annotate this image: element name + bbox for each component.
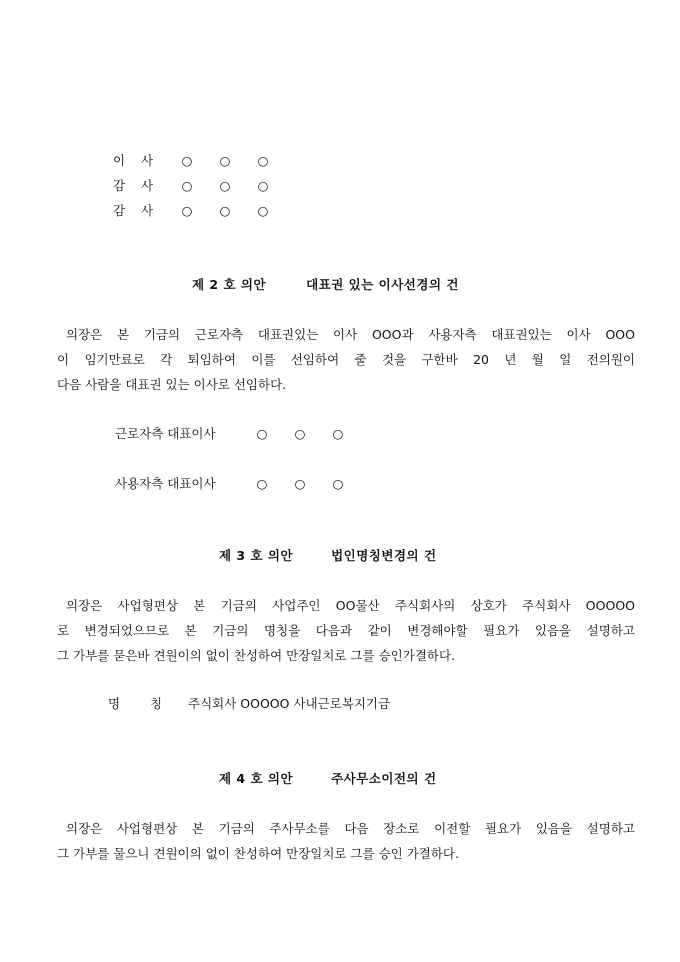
rep-name-char: ○ — [294, 476, 306, 491]
agenda-4-paragraph-line: 그 가부를 물으니 견원이의 없이 찬성하여 만장일치로 그를 승인 가결하다. — [57, 846, 459, 861]
officer-role-char: 사 — [140, 153, 154, 168]
rep-name-char: ○ — [256, 476, 268, 491]
agenda-4-number: 제 4 호 의안 — [219, 771, 294, 786]
rep-name-char: ○ — [294, 426, 306, 441]
rep-label: 사용자측 대표이사 — [115, 476, 216, 491]
name-label-char: 명 — [108, 696, 121, 711]
agenda-2-title: 대표권 있는 이사선경의 건 — [306, 277, 459, 292]
officer-name-char: ○ — [219, 178, 231, 193]
officer-name-char: ○ — [181, 203, 193, 218]
officer-name-char: ○ — [257, 153, 269, 168]
agenda-3-heading — [219, 546, 437, 566]
officer-name-char: ○ — [181, 178, 193, 193]
agenda-2-number: 제 2 호 의안 — [192, 277, 267, 292]
officer-name-char: ○ — [219, 203, 231, 218]
officer-role-char: 감 — [112, 178, 126, 193]
name-label-char: 칭 — [150, 696, 163, 711]
agenda-3-number: 제 3 호 의안 — [219, 548, 294, 563]
rep-name-char: ○ — [332, 476, 344, 491]
officer-role-char: 감 — [112, 203, 126, 218]
name-change-row — [108, 694, 391, 714]
agenda-3-paragraph-line: 로 변경되었으므로 본 기금의 명칭을 다음과 같이 변경해야할 필요가 있음을 설명하고 — [57, 623, 635, 638]
agenda-3-paragraph-line: 의장은 사업형편상 본 기금의 사업주인 OO물산 주식회사의 상호가 주식회사 OOOOO — [66, 598, 635, 613]
agenda-2-paragraph-line: 의장은 본 기금의 근로자측 대표권있는 이사 OOO과 사용자측 대표권있는 이사 OOO — [66, 327, 635, 342]
agenda-2-heading — [192, 275, 459, 295]
agenda-3-paragraph-line: 그 가부를 묻은바 견원이의 없이 찬성하여 만장일치로 그를 승인가결하다. — [57, 648, 456, 663]
officer-name-char: ○ — [181, 153, 193, 168]
officer-name-char: ○ — [257, 178, 269, 193]
officer-role-char: 사 — [140, 203, 154, 218]
rep-name-char: ○ — [256, 426, 268, 441]
rep-row — [115, 424, 344, 444]
officer-name-char: ○ — [219, 153, 231, 168]
rep-label: 근로자측 대표이사 — [115, 426, 216, 441]
agenda-2-paragraph-line: 다음 사람을 대표권 있는 이사로 선임하다. — [57, 377, 287, 392]
officer-name-char: ○ — [257, 203, 269, 218]
agenda-4-heading — [219, 769, 437, 789]
officer-role-char: 사 — [140, 178, 154, 193]
officer-role-char: 이 — [112, 153, 126, 168]
agenda-4-paragraph-line: 의장은 사업형편상 본 기금의 주사무소를 다음 장소로 이전할 필요가 있음을 설명하고 — [66, 821, 635, 836]
rep-name-char: ○ — [332, 426, 344, 441]
agenda-2-paragraph-line: 이 임기만료로 각 퇴임하여 이를 선임하여 줄 것을 구한바 20 년 월 일 전의원이 — [57, 352, 635, 367]
rep-row — [115, 474, 344, 494]
new-name-value: 주식회사 OOOOO 사내근로복지기금 — [188, 696, 391, 711]
agenda-4-title: 주사무소이전의 건 — [331, 771, 437, 786]
agenda-3-title: 법인명칭변경의 건 — [331, 548, 437, 563]
